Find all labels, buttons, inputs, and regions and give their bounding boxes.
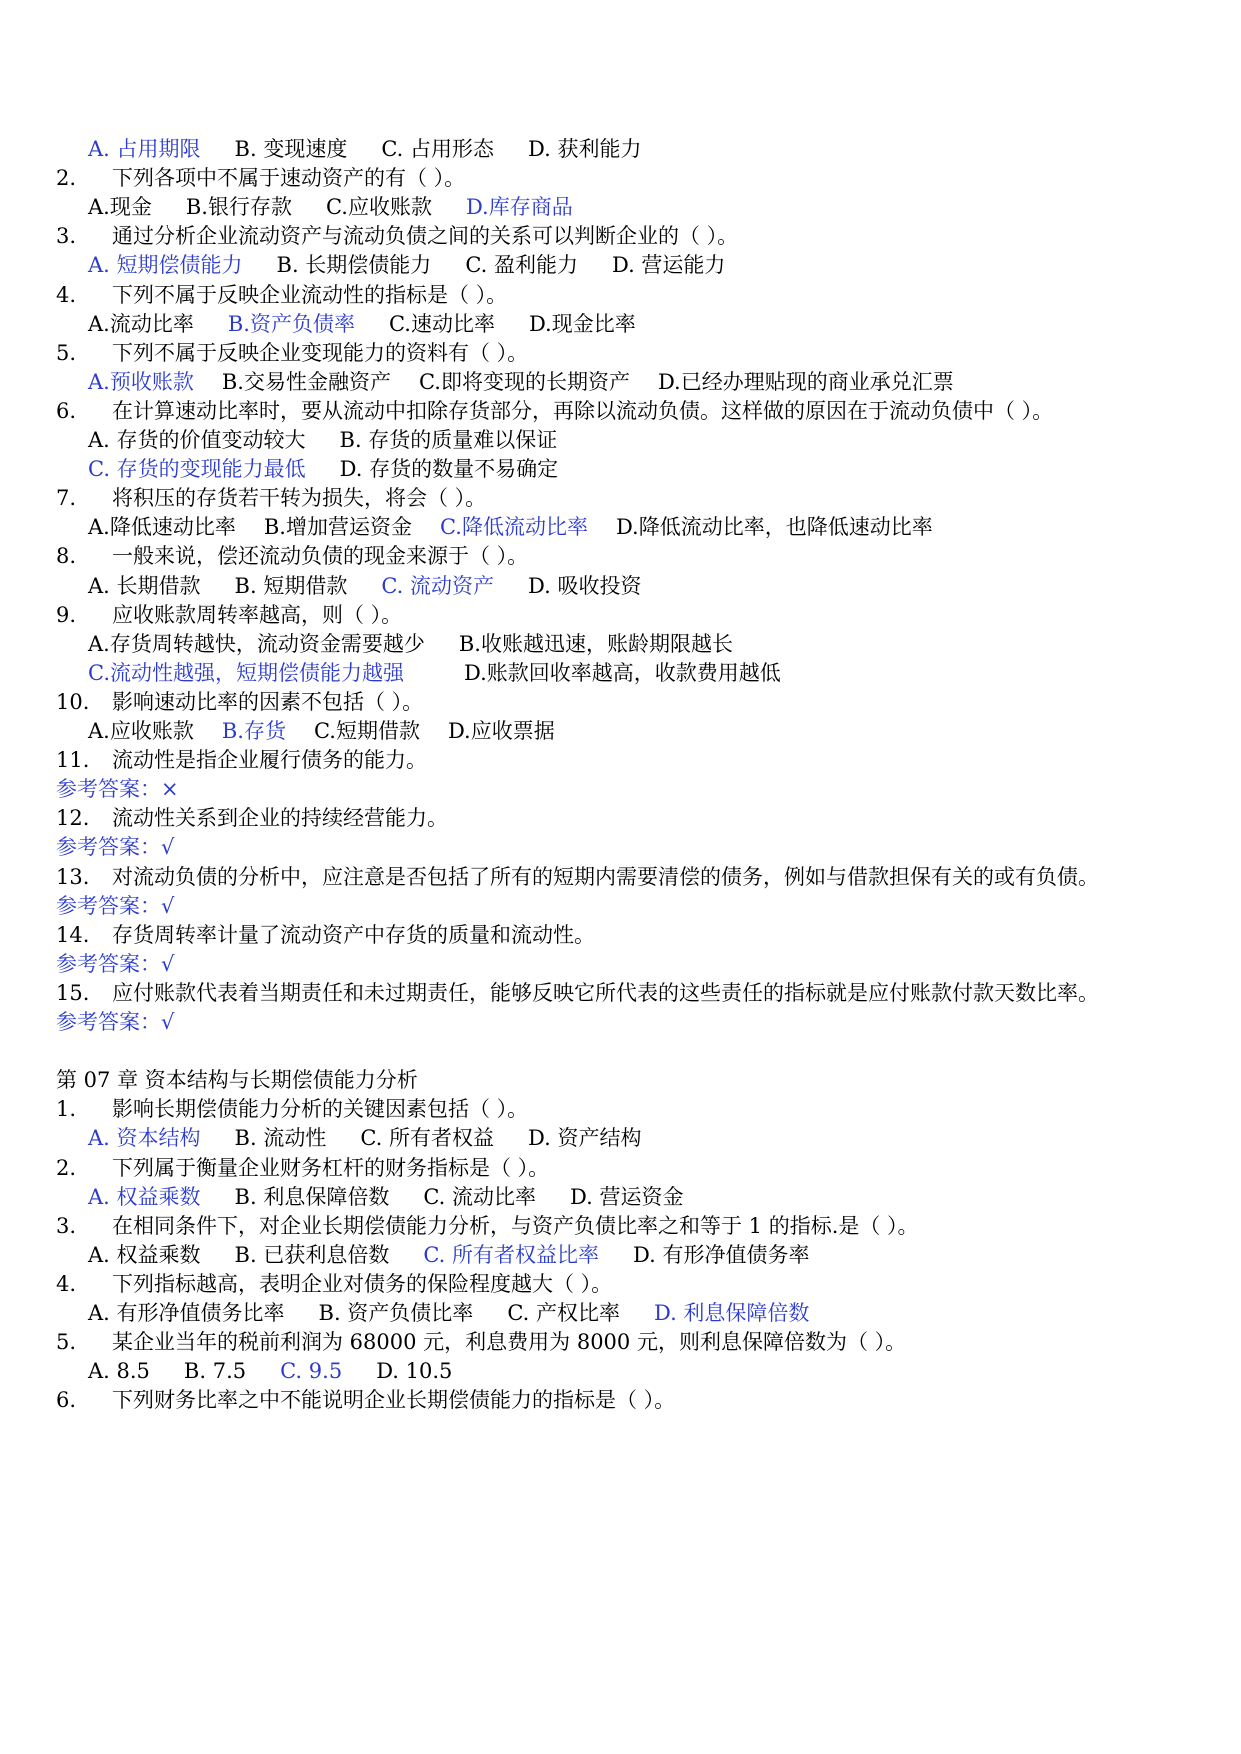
chapter-title: 第 07 章 资本结构与长期偿债能力分析: [56, 1068, 418, 1093]
question-text: 影响长期偿债能力分析的关键因素包括（ ）。: [112, 1097, 529, 1122]
option: A. 长期借款: [88, 573, 201, 598]
correct-option: D. 利息保障倍数: [653, 1301, 810, 1325]
question-3: [56, 222, 738, 250]
question-text: 流动性是指企业履行债务的能力。: [112, 748, 427, 773]
question-8: [56, 542, 528, 570]
correct-option: A. 资本结构: [88, 1126, 201, 1151]
question-number: 9.: [56, 602, 77, 627]
option: A.现金: [88, 195, 152, 220]
question-text: 下列指标越高，表明企业对债务的保险程度越大（ ）。: [112, 1271, 613, 1296]
question-number: 6.: [56, 1388, 77, 1413]
question-7: [56, 484, 486, 512]
ch7-options-q1: [88, 1124, 675, 1152]
option: B. 利息保障倍数: [234, 1184, 390, 1209]
question-number: 15.: [56, 980, 90, 1005]
question-text: 在计算速动比率时，要从流动中扣除存货部分，再除以流动负债。这样做的原因在于流动负债中（ ）。: [112, 398, 1054, 423]
question-number: 3.: [56, 224, 77, 249]
option: B. 7.5: [183, 1359, 247, 1384]
option: B.增加营运资金: [263, 515, 412, 540]
question-number: 12.: [56, 806, 90, 831]
option: C.即将变现的长期资产: [418, 369, 630, 394]
option: A.存货周转越快，流动资金需要越少: [88, 631, 425, 656]
question-text: 在相同条件下，对企业长期偿债能力分析，与资产负债比率之和等于 1 的指标.是（ ）。: [112, 1213, 919, 1238]
question-6: [56, 397, 1053, 425]
option: C. 所有者权益: [360, 1126, 494, 1151]
judgment-11: [56, 746, 427, 774]
question-text: 某企业当年的税前利润为 68000 元，利息费用为 8000 元，则利息保障倍数为（ ）。: [112, 1330, 907, 1355]
option: A. 存货的价值变动较大: [88, 428, 306, 452]
ch7-question-2: [56, 1154, 549, 1182]
question-4: [56, 281, 507, 309]
correct-option: C. 流动资产: [381, 573, 494, 598]
question-number: 5.: [56, 340, 77, 365]
option: D.降低流动比率，也降低速动比率: [615, 515, 933, 540]
question-5: [56, 339, 528, 367]
options-q2: [88, 193, 607, 221]
judgment-14: [56, 921, 595, 949]
option: C.速动比率: [388, 311, 495, 336]
option: A. 权益乘数: [88, 1242, 201, 1267]
option: D. 存货的数量不易确定: [339, 457, 559, 482]
ch7-question-1: [56, 1095, 528, 1123]
option: B. 变现速度: [234, 137, 348, 161]
option: D.账款回收率越高，收款费用越低: [464, 660, 781, 685]
reference-answer: 参考答案：√: [56, 893, 175, 918]
correct-option: A. 占用期限: [88, 137, 201, 161]
ch7-options-q2: [88, 1183, 717, 1211]
ch7-question-5: [56, 1328, 906, 1356]
option: B.交易性金融资产: [221, 369, 391, 394]
question-text: 下列属于衡量企业财务杠杆的财务指标是（ ）。: [112, 1155, 550, 1180]
correct-option: C. 存货的变现能力最低: [88, 457, 306, 482]
correct-option: A.预收账款: [88, 369, 194, 394]
question-number: 7.: [56, 486, 77, 511]
question-number: 5.: [56, 1330, 77, 1355]
option: B.银行存款: [185, 195, 292, 220]
reference-answer: 参考答案：√: [56, 1010, 175, 1034]
ch7-options-q4: [88, 1299, 843, 1327]
judgment-13: [56, 863, 1099, 891]
ch7-question-4: [56, 1270, 612, 1298]
option: B. 短期借款: [234, 573, 348, 598]
option: A.降低速动比率: [88, 515, 236, 540]
question-number: 10.: [56, 689, 90, 714]
option: B. 资产负债比率: [318, 1301, 474, 1325]
options-q9-row2: [88, 659, 841, 687]
option: B. 已获利息倍数: [234, 1242, 390, 1267]
question-number: 2.: [56, 166, 77, 191]
question-number: 11.: [56, 748, 90, 773]
options-q10: [88, 717, 583, 745]
options-q4: [88, 310, 670, 338]
question-text: 通过分析企业流动资产与流动负债之间的关系可以判断企业的（ ）。: [112, 224, 739, 249]
option: B. 流动性: [234, 1126, 327, 1151]
question-text: 应收账款周转率越高，则（ ）。: [112, 602, 403, 627]
judgment-15: [56, 979, 1099, 1007]
option: D.现金比率: [528, 311, 636, 336]
question-text: 下列不属于反映企业流动性的指标是（ ）。: [112, 282, 508, 307]
question-text: 存货周转率计量了流动资产中存货的质量和流动性。: [112, 922, 595, 947]
question-9: [56, 601, 402, 629]
correct-option: C. 9.5: [280, 1359, 343, 1384]
option: C. 盈利能力: [465, 253, 578, 278]
question-text: 将积压的存货若干转为损失，将会（ ）。: [112, 486, 487, 511]
question-text: 下列财务比率之中不能说明企业长期偿债能力的指标是（ ）。: [112, 1388, 676, 1413]
reference-answer: 参考答案：√: [56, 835, 175, 860]
options-q6-row2: [88, 455, 592, 483]
question-text: 下列各项中不属于速动资产的有（ ）。: [112, 166, 466, 191]
options-q8: [88, 572, 675, 600]
correct-option: C. 所有者权益比率: [423, 1242, 599, 1267]
correct-option: A. 短期偿债能力: [88, 253, 243, 278]
ch7-options-q3: [88, 1241, 843, 1269]
ch7-question-3: [56, 1212, 919, 1240]
option: C. 占用形态: [381, 137, 494, 161]
question-text: 影响速动比率的因素不包括（ ）。: [112, 689, 424, 714]
option: D. 营运资金: [570, 1184, 684, 1209]
question-number: 13.: [56, 864, 90, 889]
judgment-12: [56, 804, 448, 832]
correct-option: D.库存商品: [465, 195, 573, 220]
option: D.应收票据: [447, 719, 555, 743]
option: C. 流动比率: [423, 1184, 536, 1209]
option: A.应收账款: [88, 719, 194, 743]
correct-option: B.存货: [221, 719, 286, 743]
option: A.流动比率: [88, 311, 194, 336]
reference-answer: 参考答案：×: [56, 777, 179, 802]
question-number: 1.: [56, 1097, 77, 1122]
question-number: 4.: [56, 1271, 77, 1296]
question-text: 一般来说，偿还流动负债的现金来源于（ ）。: [112, 544, 529, 569]
reference-answer: 参考答案：√: [56, 951, 175, 976]
option: B.收账越迅速，账龄期限越长: [458, 631, 733, 656]
question-text: 应付账款代表着当期责任和未过期责任，能够反映它所代表的这些责任的指标就是应付账款付款天数比率。: [112, 980, 1099, 1005]
ch7-question-6: [56, 1386, 675, 1414]
question-2: [56, 164, 465, 192]
option: C. 产权比率: [507, 1301, 620, 1325]
options-q6-row1: [88, 426, 591, 454]
question-number: 14.: [56, 922, 90, 947]
question-text: 下列不属于反映企业变现能力的资料有（ ）。: [112, 340, 529, 365]
option: A. 8.5: [88, 1359, 150, 1384]
correct-option: C.流动性越强，短期偿债能力越强: [88, 660, 404, 685]
question-number: 3.: [56, 1213, 77, 1238]
question-number: 8.: [56, 544, 77, 569]
option: A. 有形净值债务比率: [88, 1301, 285, 1325]
options-q7: [88, 513, 961, 541]
options-q5: [88, 368, 982, 396]
option: D.已经办理贴现的商业承兑汇票: [657, 369, 954, 394]
option: D. 营运能力: [611, 253, 726, 278]
correct-option: C.降低流动比率: [439, 515, 588, 540]
ch7-options-q5: [88, 1357, 486, 1385]
option: D. 吸收投资: [528, 573, 642, 598]
option: B. 长期偿债能力: [276, 253, 432, 278]
option: D. 10.5: [376, 1359, 453, 1384]
option: C.应收账款: [325, 195, 432, 220]
options-q1: [88, 135, 675, 163]
options-q3: [88, 251, 759, 279]
correct-option: B.资产负债率: [227, 311, 355, 336]
option: B. 存货的质量难以保证: [339, 428, 558, 452]
question-number: 2.: [56, 1155, 77, 1180]
correct-option: A. 权益乘数: [88, 1184, 201, 1209]
option: D. 获利能力: [528, 137, 642, 161]
option: C.短期借款: [313, 719, 420, 743]
options-q9-row1: [88, 630, 767, 658]
question-10: [56, 688, 423, 716]
question-number: 6.: [56, 398, 77, 423]
question-text: 对流动负债的分析中，应注意是否包括了所有的短期内需要清偿的债务，例如与借款担保有关的或有负债。: [112, 864, 1099, 889]
question-text: 流动性关系到企业的持续经营能力。: [112, 806, 448, 831]
question-number: 4.: [56, 282, 77, 307]
option: D. 有形净值债务率: [633, 1242, 810, 1267]
option: D. 资产结构: [528, 1126, 642, 1151]
